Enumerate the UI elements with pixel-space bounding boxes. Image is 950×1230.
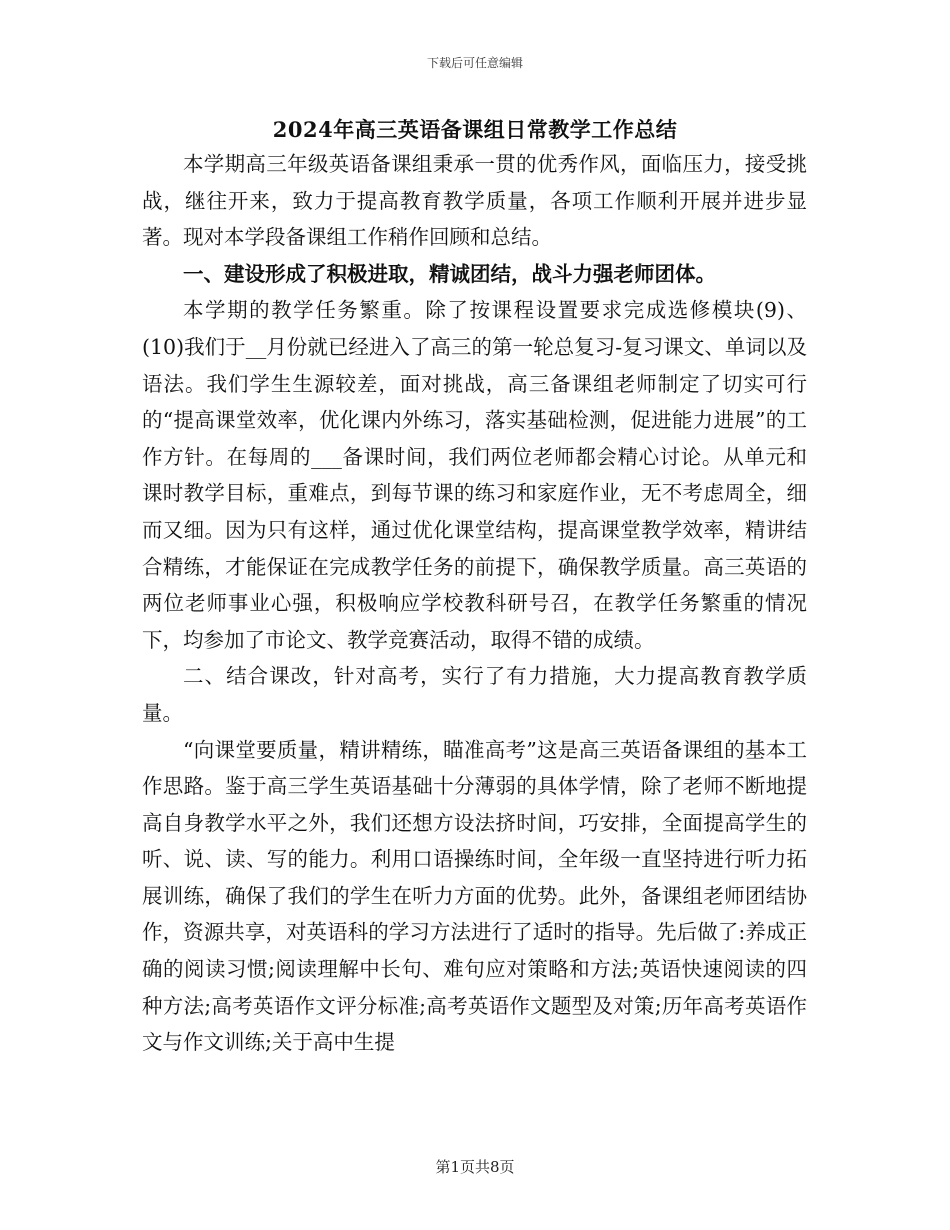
document-title: 2024年高三英语备课组日常教学工作总结 <box>272 117 678 142</box>
document-body <box>142 146 807 1061</box>
paragraph-section-1: 本学期的教学任务繁重。除了按课程设置要求完成选修模块(9)、(10)我们于__月份就已经进入了高三的第一轮总复习-复习课文、单词以及语法。我们学生生源较差，面对挑战，高三备课组老师制定了切实可行的“提高课堂效率，优化课内外练习，落实基础检测，促进能力进展”的工作方针。在每周的___备课时间，我们两位老师都会精心讨论。从单元和课时教学目标，重难点，到每节课的练习和家庭作业，无不考虑周全，细而又细。因为只有这样，通过优化课堂结构，提高课堂教学效率，精讲结合精练，才能保证在完成教学任务的前提下，确保教学质量。高三英语的两位老师事业心强，积极响应学校教科研号召，在教学任务繁重的情况下，均参加了市论文、教学竞赛活动，取得不错的成绩。 <box>142 298 807 652</box>
section-heading-2: 二、结合课改，针对高考，实行了有力措施，大力提高教育教学质量。 <box>142 664 807 725</box>
paragraph-section-2: “向课堂要质量，精讲精练，瞄准高考”这是高三英语备课组的基本工作思路。鉴于高三学生英语基础十分薄弱的具体学情，除了老师不断地提高自身教学水平之外，我们还想方设法挤时间，巧安排，全面提高学生的听、说、读、写的能力。利用口语操练时间，全年级一直坚持进行听力拓展训练，确保了我们的学生在听力方面的优势。此外，备课组老师团结协作，资源共享，对英语科的学习方法进行了适时的指导。先后做了:养成正确的阅读习惯;阅读理解中长句、难句应对策略和方法;英语快速阅读的四种方法;高考英语作文评分标准;高考英语作文题型及对策;历年高考英语作文与作文训练;关于高中生提 <box>142 737 807 1055</box>
page-number-footer: 第1页共8页 <box>435 1158 515 1176</box>
paragraph-intro: 本学期高三年级英语备课组秉承一贯的优秀作风，面临压力，接受挑战，继往开来，致力于提高教育教学质量，各项工作顺利开展并进步显著。现对本学段备课组工作稍作回顾和总结。 <box>142 152 807 250</box>
section-heading-1: 一、建设形成了积极进取，精诚团结，战斗力强老师团体。 <box>183 261 716 286</box>
header-note: 下载后可任意编辑 <box>426 56 523 70</box>
